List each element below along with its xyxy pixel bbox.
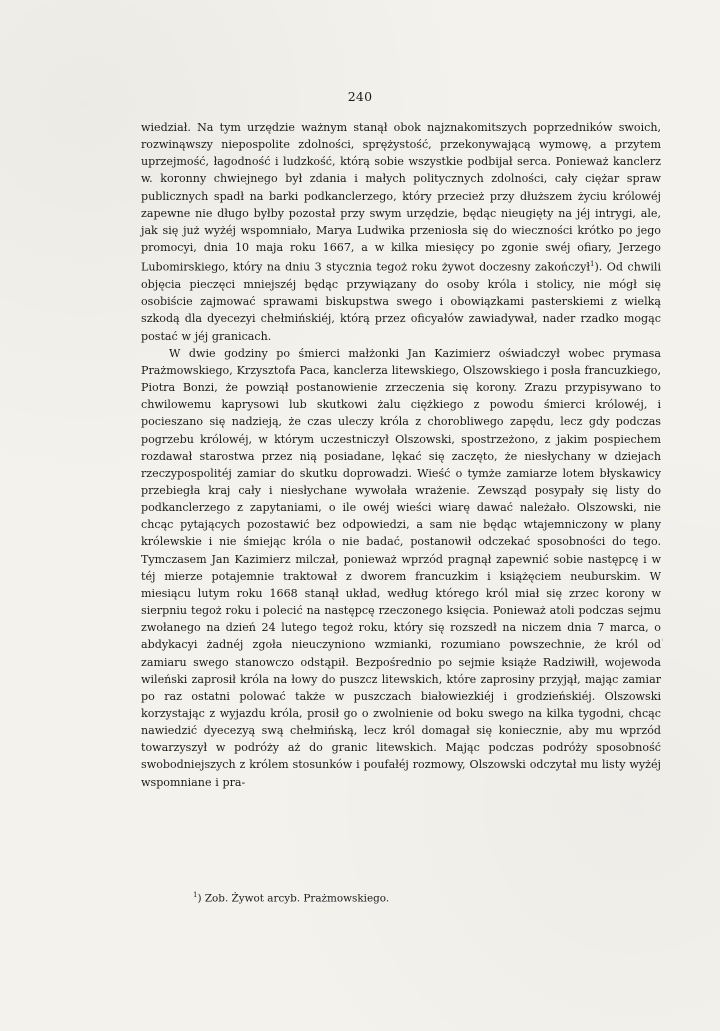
main-text: [141, 119, 661, 791]
footnote: [193, 889, 389, 905]
footnote-reference: 1: [590, 260, 595, 269]
paragraph-2: W dwie godziny po śmierci małżonki Jan Kazimierz oświadczył wobec prymasa Prażmowskiego, Krzysztofa Paca, kanclerza litewskiego, Olszowskiego i posła francuzkiego, Piotra Bonzi, że powziął postanowienie zrzeczenia się korony. Zrazu przypisywano to chwilowemu kaprysowi lub skutkowi żalu ciężkiego z powodu śmierci królowéj, i pocieszano się nadzieją, że czas uleczy króla z chorobliwego zapędu, lecz gdy podczas pogrzebu królowéj, w którym uczestniczył Olszowski, spostrzeżono, z jakim pospiechem rozdawał starostwa przez nią posiadane, lękać się zaczęto, że niesłychany w dziejach rzeczypospolitéj zamiar do skutku doprowadzi. Wieść o tymże zamiarze lotem błyskawicy przebiegła kraj cały i niesłychane wywołała wrażenie. Zewsząd posypały się listy do podkanclerzego z zapytaniami, o ile owéj wieści wiarę dawać należało. Olszowski, nie chcąc pytających pozostawić bez odpowiedzi, a sam nie będąc wtajemniczony w plany królewskie i nie śmiejąc króla o nie badać, postanowił odczekać sposobności do tego. Tymczasem Jan Kazimierz milczał, ponieważ wprzód pragnął zapewnić sobie następcę i w téj mierze potajemnie traktował z dworem francuzkim i książęciem neuburskim. W miesiącu lutym roku 1668 stanął układ, według którego król miał się zrzec korony w sierpniu tegoż roku i polecić na następcę rzeczonego księcia. Ponieważ atoli podczas sejmu zwołanego na dzień 24 lutego tegoż roku, który się rozszedł na niczem dnia 7 marca, o abdykacyi żadnéj zgoła nieuczyniono wzmianki, rozumiano powszechnie, że król od zamiaru swego stanowczo odstąpił. Bezpośrednio po sejmie książe Radziwiłł, wojewoda wileński zaprosił króla na łowy do puszcz litewskich, które zaprosiny przyjął, mając zamiar po raz ostatni polować także w puszczach białowiezkiéj i grodzieńskiéj. Olszowski korzystając z wyjazdu króla, prosił go o zwolnienie od boku swego na kilka tygodni, chcąc nawiedzić dyecezyą swą chełmińską, lecz król domagał się koniecznie, aby mu wprzód towarzyszył w podróży aż do granic litewskich. Mając podczas podróży sposobność swobodniejszych z królem stosunków i poufałéj rozmowy, Olszowski odczytał mu listy wyżéj wspomniane i pra-: [141, 346, 661, 789]
footnote-text: ) Zob. Żywot arcyb. Prażmowskiego.: [197, 892, 390, 905]
scan-speck: ': [661, 638, 664, 649]
page-number: 240: [347, 89, 373, 104]
paragraph-1-continuation: ). Od chwili objęcia pieczęci mniejszéj będąc przywiązany do osoby króla i stolicy, nie mógł się osobiście zajmować sprawami biskupstwa swego i obowiązkami pasterskiemi z wielką szkodą dla dyecezyi chełmińskiéj, którą przez oficyałów zawiadywał, nader rzadko mogąc postać w jéj granicach.: [141, 260, 661, 343]
paragraph-1-text: wiedział. Na tym urzędzie ważnym stanął obok najznakomitszych poprzedników swoich, rozwinąwszy niepospolite zdolności, sprężystość, przekonywającą wymowę, a przytem uprzejmość, łagodność i ludzkość, którą sobie wszystkie podbijał serca. Ponieważ kanclerz w. koronny chwiejnego był zdania i małych politycznych zdolności, cały ciężar spraw publicznych spadł na barki podkanclerzego, który przecież przy dłuższem życiu królowéj zapewne nie długo byłby pozostał przy swym urzędzie, będąc nieugięty na jéj intrygi, ale, jak się już wyżéj wspomniało, Marya Ludwika przeniosła się do wieczności krótko po jego promocyi, dnia 10 maja roku 1667, a w kilka miesięcy po zgonie swéj ofiary, Jerzego Lubomirskiego, który na dniu 3 stycznia tegoż roku żywot doczesny zakończył: [141, 121, 661, 274]
paragraph-1: [141, 119, 661, 345]
footnote-number: 1: [193, 891, 198, 899]
